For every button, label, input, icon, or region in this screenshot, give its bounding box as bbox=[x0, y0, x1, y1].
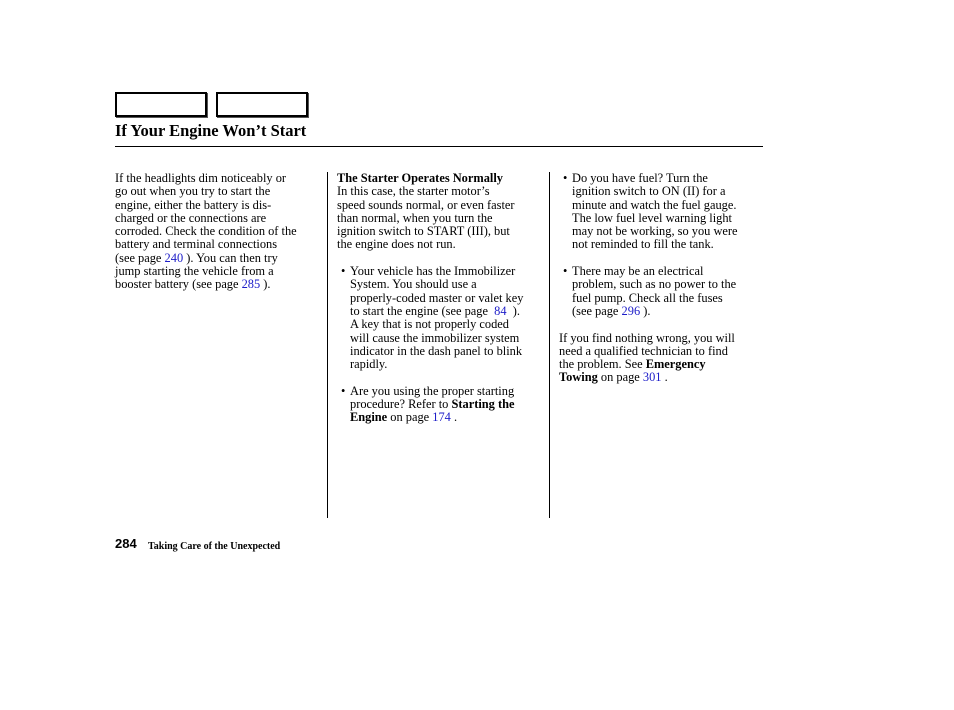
list-bullet: • bbox=[341, 383, 346, 398]
text-line bbox=[559, 371, 771, 384]
text-line: problem, such as no power to the bbox=[572, 277, 737, 292]
page-link-240[interactable]: 240 bbox=[164, 250, 184, 265]
cross-reference-title: Towing bbox=[559, 370, 598, 385]
text-line: ignition switch to START (III), but bbox=[337, 224, 510, 239]
starter-normal-paragraph bbox=[337, 172, 549, 252]
battery-paragraph bbox=[115, 172, 327, 292]
text-line: In this case, the starter motor’s bbox=[337, 184, 490, 199]
column-divider-1 bbox=[327, 172, 328, 518]
section-title: Taking Care of the Unexpected bbox=[148, 541, 281, 552]
text-line: corroded. Check the condition of the bbox=[115, 224, 297, 239]
title-divider bbox=[115, 146, 763, 147]
list-bullet: • bbox=[341, 264, 346, 279]
text-segment: ). bbox=[640, 303, 651, 318]
cross-reference-title: Engine bbox=[350, 410, 388, 425]
text-line: Your vehicle has the Immobilizer bbox=[350, 264, 516, 279]
text-line: may not be working, so you were bbox=[572, 224, 738, 239]
text-line: fuel pump. Check all the fuses bbox=[572, 290, 723, 305]
text-line: If the headlights dim noticeably or bbox=[115, 171, 287, 185]
text-line: rapidly. bbox=[350, 357, 388, 372]
page-link-296[interactable]: 296 bbox=[621, 303, 641, 318]
list-bullet: • bbox=[563, 264, 568, 279]
text-line bbox=[572, 305, 771, 318]
page-title: If Your Engine Won’t Start bbox=[115, 121, 307, 140]
page-link-285[interactable]: 285 bbox=[241, 277, 261, 292]
text-segment: on page bbox=[387, 410, 433, 425]
list-bullet: • bbox=[563, 171, 568, 185]
text-line: jump starting the vehicle from a bbox=[115, 264, 274, 279]
column-3 bbox=[559, 172, 771, 385]
text-line bbox=[115, 252, 327, 265]
text-line: not reminded to fill the tank. bbox=[572, 237, 714, 252]
text-line: will cause the immobilizer system bbox=[350, 330, 520, 345]
text-line: Are you using the proper starting bbox=[350, 383, 515, 398]
text-line: speed sounds normal, or even faster bbox=[337, 197, 515, 212]
column-divider-2 bbox=[549, 172, 550, 518]
nav-button-2[interactable] bbox=[216, 92, 308, 117]
text-segment: procedure? Refer to bbox=[350, 397, 452, 412]
text-line: A key that is not properly coded bbox=[350, 317, 509, 332]
text-line: Do you have fuel? Turn the bbox=[572, 171, 708, 185]
section-heading: The Starter Operates Normally bbox=[337, 171, 503, 185]
page-link-174[interactable]: 174 bbox=[432, 410, 451, 425]
text-line: go out when you try to start the bbox=[115, 184, 271, 199]
text-line bbox=[115, 278, 327, 291]
nav-button-1[interactable] bbox=[115, 92, 207, 117]
column-1 bbox=[115, 172, 327, 292]
text-line bbox=[350, 305, 549, 318]
text-segment: . bbox=[661, 370, 668, 385]
text-line: indicator in the dash panel to blink bbox=[350, 343, 523, 358]
text-line: than normal, when you turn the bbox=[337, 210, 493, 225]
text-line: engine, either the battery is dis- bbox=[115, 197, 272, 212]
text-line: need a qualified technician to find bbox=[559, 343, 728, 358]
text-segment: ). bbox=[260, 277, 271, 292]
text-segment: (see page bbox=[572, 303, 622, 318]
text-line: minute and watch the fuel gauge. bbox=[572, 197, 737, 212]
fuel-bullet bbox=[559, 172, 771, 252]
text-segment: the problem. See bbox=[559, 357, 646, 372]
text-line: The low fuel level warning light bbox=[572, 210, 733, 225]
text-segment: on page bbox=[597, 370, 643, 385]
cross-reference-title: Starting the bbox=[451, 397, 515, 412]
text-segment: ). bbox=[506, 303, 520, 318]
text-line bbox=[350, 398, 549, 411]
text-line bbox=[559, 358, 771, 371]
text-segment: to start the engine (see page bbox=[350, 303, 495, 318]
text-segment: ). You can then try bbox=[183, 250, 278, 265]
page-link-84[interactable]: 84 bbox=[494, 303, 507, 318]
text-line: battery and terminal connections bbox=[115, 237, 278, 252]
starting-procedure-bullet bbox=[337, 385, 549, 425]
text-segment: . bbox=[450, 410, 458, 425]
closing-paragraph bbox=[559, 332, 771, 385]
column-2 bbox=[337, 172, 549, 425]
text-line: the engine does not run. bbox=[337, 237, 456, 252]
text-line: There may be an electrical bbox=[572, 264, 704, 279]
text-segment: booster battery (see page bbox=[115, 277, 242, 292]
text-line: ignition switch to ON (II) for a bbox=[572, 184, 726, 199]
text-line bbox=[350, 411, 549, 424]
electrical-bullet bbox=[559, 265, 771, 318]
text-line: charged or the connections are bbox=[115, 210, 267, 225]
text-line: System. You should use a bbox=[350, 277, 477, 292]
page-number: 284 bbox=[115, 536, 137, 551]
cross-reference-title: Emergency bbox=[645, 357, 706, 372]
text-line: If you find nothing wrong, you will bbox=[559, 330, 735, 345]
page-link-301[interactable]: 301 bbox=[642, 370, 662, 385]
text-segment: (see page bbox=[115, 250, 165, 265]
immobilizer-bullet bbox=[337, 265, 549, 371]
text-line: properly-coded master or valet key bbox=[350, 290, 524, 305]
